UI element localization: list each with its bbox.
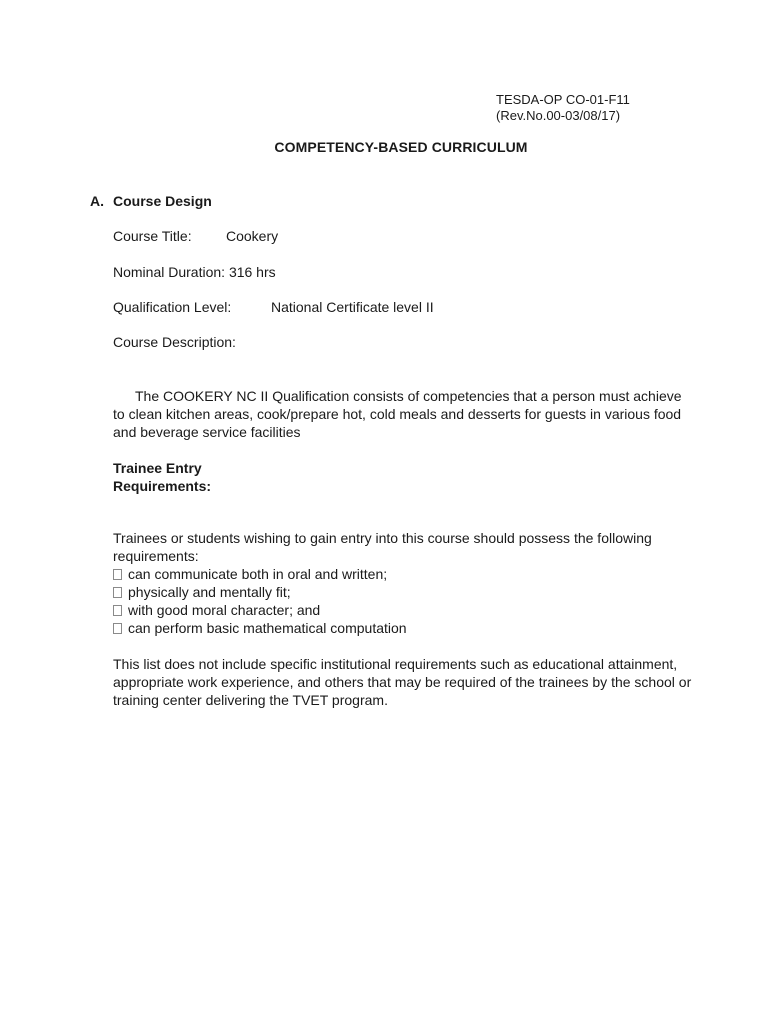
trainee-entry-intro: Trainees or students wishing to gain entry into this course should possess the following requirements: — [113, 530, 652, 564]
requirement-text: with good moral character; and — [128, 602, 321, 618]
qualification-level-value: National Certificate level II — [271, 299, 434, 315]
nominal-duration-field: Nominal Duration: 316 hrs — [113, 264, 276, 280]
qualification-level-field — [113, 299, 434, 315]
trainee-entry-heading-line2: Requirements: — [113, 478, 212, 494]
list-item — [113, 583, 693, 601]
section-title: Course Design — [113, 193, 212, 209]
box-bullet-icon — [113, 569, 122, 580]
trainee-entry-block — [113, 529, 693, 637]
document-title: COMPETENCY-BASED CURRICULUM — [274, 139, 528, 155]
list-item — [113, 619, 693, 637]
box-bullet-icon — [113, 623, 122, 634]
qualification-level-label: Qualification Level: — [113, 299, 232, 315]
list-item — [113, 601, 693, 619]
course-description-label: Course Description: — [113, 334, 236, 350]
requirements-list — [113, 565, 693, 637]
form-code: TESDA-OP CO-01-F11 — [496, 92, 630, 107]
section-letter: A. — [90, 193, 104, 209]
section-heading — [90, 193, 212, 209]
list-item — [113, 565, 693, 583]
box-bullet-icon — [113, 605, 122, 616]
requirements-note: This list does not include specific institutional requirements such as educational attainment, appropriate work experience, and others that may be required of the trainees by the school or training center delivering the TVET program. — [113, 656, 692, 708]
course-title-value: Cookery — [226, 228, 279, 244]
course-description-paragraph — [113, 387, 693, 441]
trainee-entry-heading-line1: Trainee Entry — [113, 460, 202, 476]
form-code-block — [496, 92, 630, 124]
box-bullet-icon — [113, 587, 122, 598]
trainee-entry-heading — [113, 459, 211, 495]
requirement-text: can communicate both in oral and written; — [128, 566, 388, 582]
course-title-field — [113, 228, 278, 244]
revision-number: (Rev.No.00-03/08/17) — [496, 108, 621, 123]
requirement-text: can perform basic mathematical computation — [128, 620, 407, 636]
requirement-text: physically and mentally fit; — [128, 584, 291, 600]
course-description-text: The COOKERY NC II Qualification consists of competencies that a person must achieve to clean kitchen areas, cook/prepare hot, cold meals and desserts for guests in various food and beverage service facilities — [113, 388, 682, 440]
course-title-label: Course Title: — [113, 228, 192, 244]
